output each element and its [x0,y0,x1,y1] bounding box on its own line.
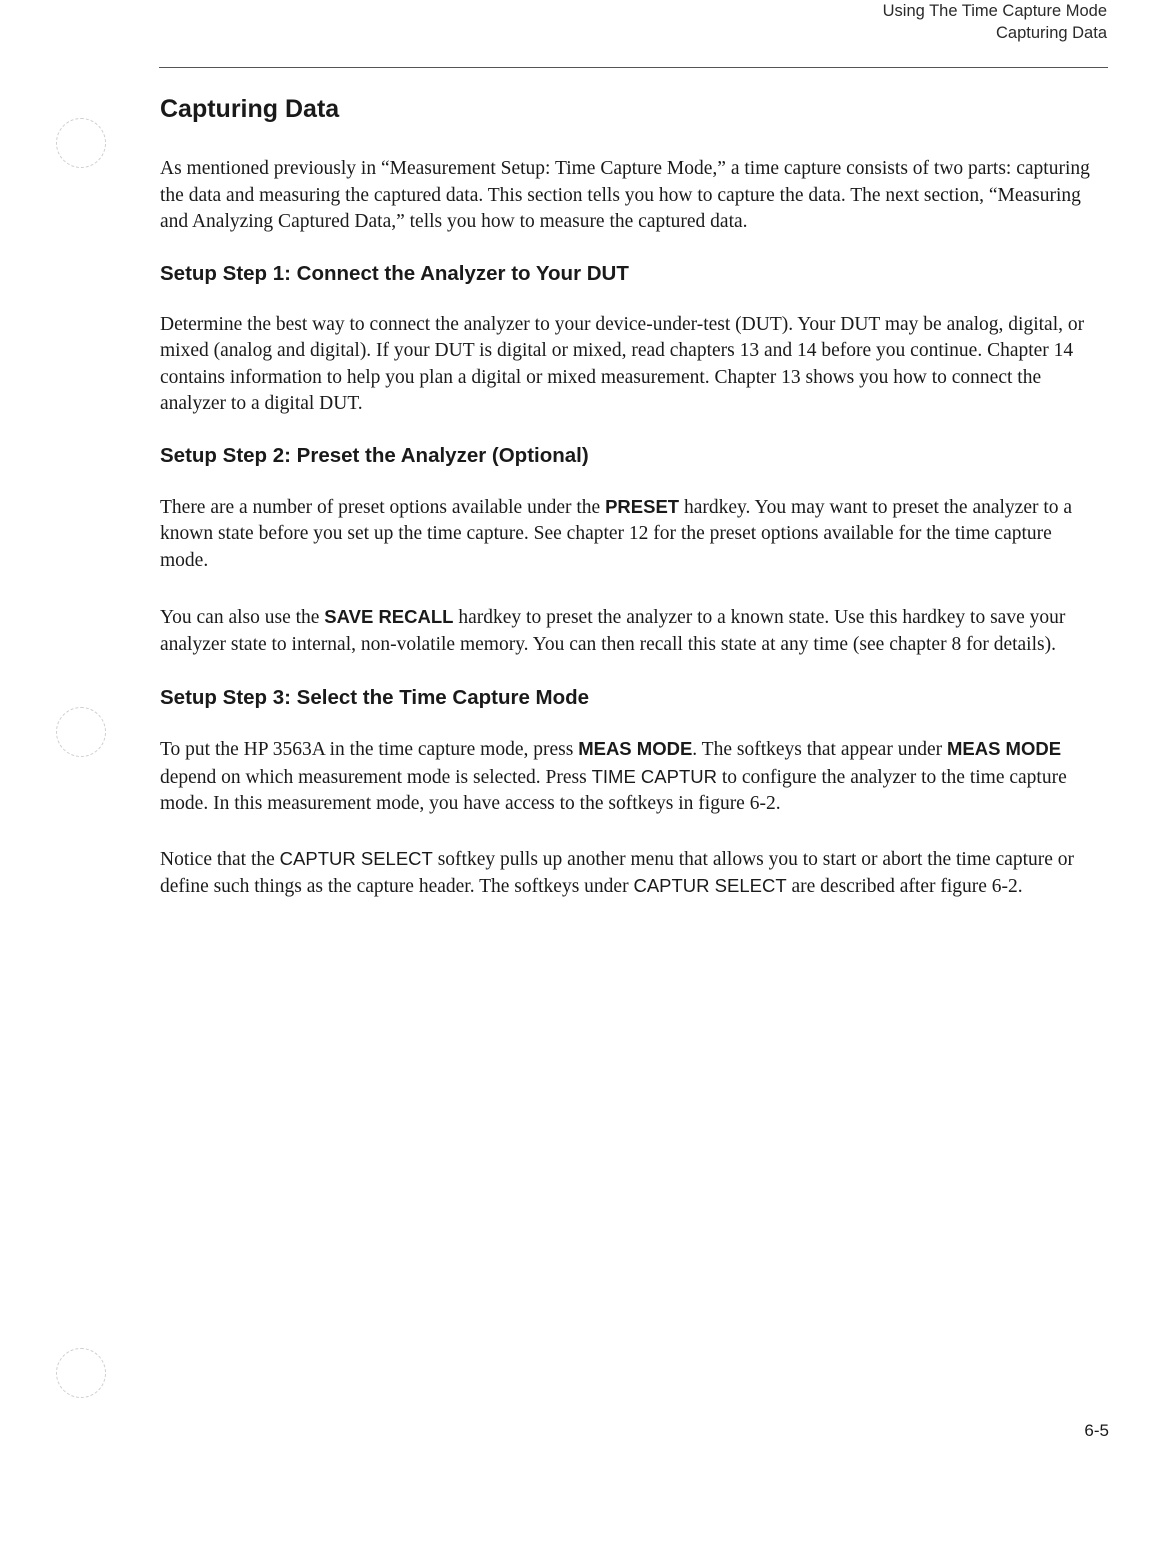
step3-paragraph-2: Notice that the CAPTUR SELECT softkey pulls up another menu that allows you to start or abort the time capture or define such things as the capture header. The softkeys under CAPTUR SELECT are described after figure 6-2. [160,847,1075,897]
step1-paragraph: Determine the best way to connect the analyzer to your device-under-test (DUT). Your DUT may be analog, digital, or mixed (analog and digital). If your DUT is digital or mixed, read chapters 13 and 14 before you continue. Chapter 14 contains information to help you plan a digital or mixed measurement. Chapter 13 shows you how to connect the analyzer to a digital DUT. [160,313,1085,414]
intro-paragraph: As mentioned previously in “Measurement Setup: Time Capture Mode,” a time capture consists of two parts: capturing the data and measuring the captured data. This section tells you how to capture the data. The next section, “Measuring and Analyzing Captured Data,” tells you how to measure the captured data. [160,158,1090,232]
running-head [883,0,1107,44]
meas-mode-hardkey-2: MEAS MODE [946,738,1062,759]
punch-hole-top [56,118,106,168]
captur-select-softkey-2: CAPTUR SELECT [633,875,787,896]
step3-heading: Setup Step 3: Select the Time Capture Mode [160,686,590,709]
step3-paragraph-1: To put the HP 3563A in the time capture mode, press MEAS MODE. The softkeys that appear under MEAS MODE depend on which measurement mode is selected. Press TIME CAPTUR to configure the analyzer to the time capture mode. In this measurement mode, you have access to the softkeys in figure 6-2. [160,738,1067,814]
punch-hole-middle [56,707,106,757]
step1-heading: Setup Step 1: Connect the Analyzer to Your DUT [160,261,629,285]
running-head-section: Capturing Data [996,24,1107,42]
page-content [160,88,1100,923]
step2-heading: Setup Step 2: Preset the Analyzer (Optional) [160,443,589,467]
meas-mode-hardkey: MEAS MODE [578,738,693,759]
punch-hole-bottom [56,1348,106,1398]
step2-paragraph-2: You can also use the SAVE RECALL hardkey to preset the analyzer to a known state. Use this hardkey to save your analyzer state to internal, non-volatile memory. You can then recall this state at any time (see chapter 8 for details). [160,606,1066,655]
page-number: 6-5 [1084,1421,1109,1440]
preset-hardkey: PRESET [605,495,680,517]
header-rule [159,67,1108,68]
step2-paragraph-1: There are a number of preset options available under the PRESET hardkey. You may want to preset the analyzer to a known state before you set up the time capture. See chapter 12 for the preset options available for the time capture mode. [160,495,1073,571]
running-head-chapter: Using The Time Capture Mode [882,2,1107,20]
save-recall-hardkey: SAVE RECALL [324,606,454,627]
page-title: Capturing Data [160,95,340,123]
time-captur-softkey: TIME CAPTUR [591,765,717,787]
captur-select-softkey: CAPTUR SELECT [279,847,433,869]
